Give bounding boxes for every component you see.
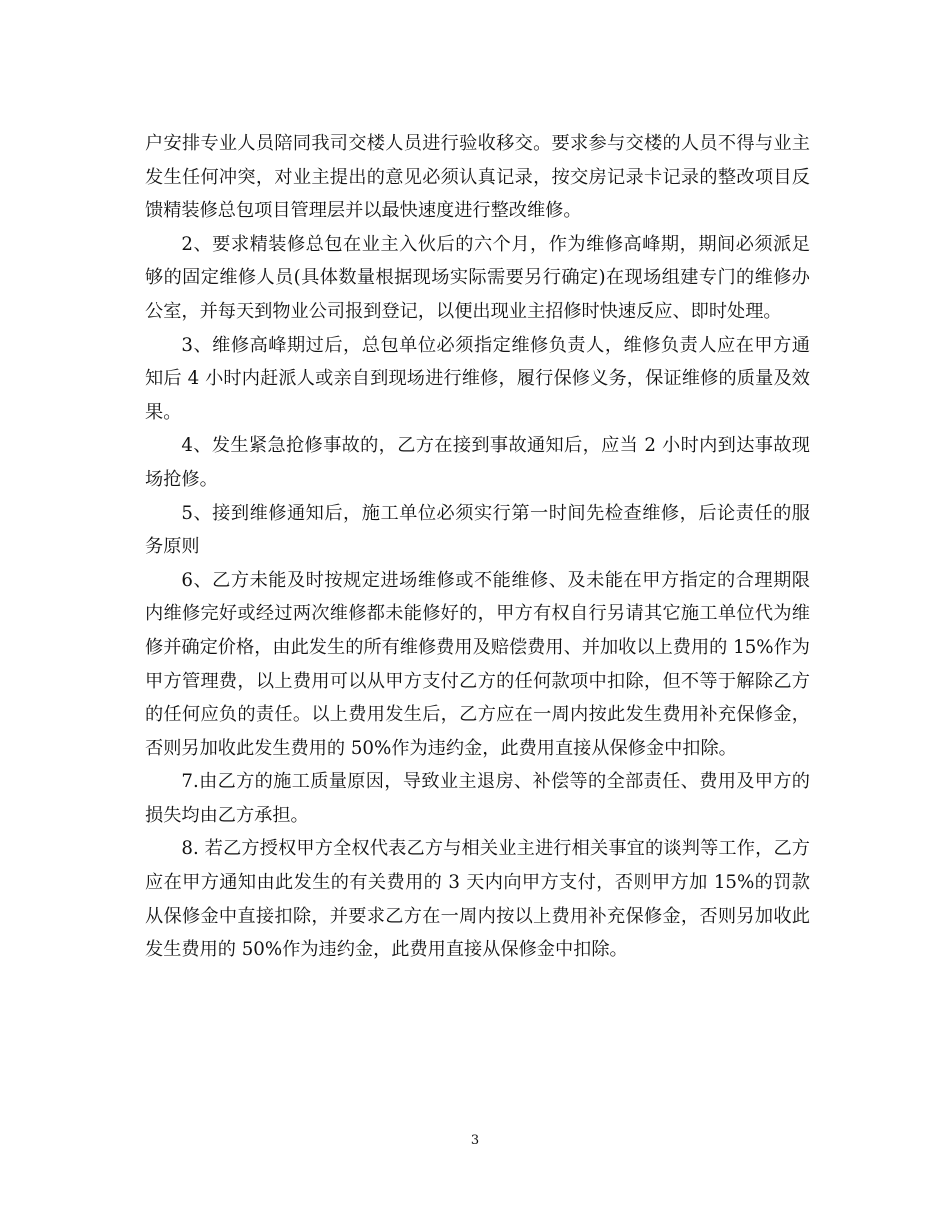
paragraph-continuation: 户安排专业人员陪同我司交楼人员进行验收移交。要求参与交楼的人员不得与业主发生任何冲突，对业主提出的意见必须认真记录，按交房记录卡记录的整改项目反馈精装修总包项目管理层并以最快速度进行整改维修。: [145, 133, 810, 222]
document-body: [145, 127, 810, 967]
paragraph-item-6: 6、乙方未能及时按规定进场维修或不能维修、及未能在甲方指定的合理期限内维修完好或经过两次维修都未能修好的，甲方有权自行另请其它施工单位代为维修并确定价格，由此发生的所有维修费用及赔偿费用、并加收以上费用的 15%作为甲方管理费，以上费用可以从甲方支付乙方的任何款项中扣除，但不等于解除乙方的任何应负的责任。以上费用发生后，乙方应在一周内按此发生费用补充保修金，否则另加收此发生费用的 50%作为违约金，此费用直接从保修金中扣除。: [145, 569, 810, 759]
paragraph-item-2: 2、要求精装修总包在业主入伙后的六个月，作为维修高峰期，期间必须派足够的固定维修人员(具体数量根据现场实际需要另行确定)在现场组建专门的维修办公室，并每天到物业公司报到登记，以便出现业主招修时快速反应、即时处理。: [145, 233, 810, 322]
paragraph-item-8: 8. 若乙方授权甲方全权代表乙方与相关业主进行相关事宜的谈判等工作，乙方应在甲方通知由此发生的有关费用的 3 天内向甲方支付，否则甲方加 15%的罚款从保修金中直接扣除，并要求乙方在一周内按以上费用补充保修金，否则另加收此发生费用的 50%作为违约金，此费用直接从保修金中扣除。: [145, 838, 810, 961]
paragraph-item-5: 5、接到维修通知后，施工单位必须实行第一时间先检查维修，后论责任的服务原则: [145, 502, 810, 558]
paragraph-item-4: 4、发生紧急抢修事故的，乙方在接到事故通知后，应当 2 小时内到达事故现场抢修。: [145, 435, 810, 490]
paragraph-item-7: 7.由乙方的施工质量原因，导致业主退房、补偿等的全部责任、费用及甲方的损失均由乙方承担。: [145, 771, 810, 826]
paragraph-item-3: 3、维修高峰期过后，总包单位必须指定维修负责人，维修负责人应在甲方通知后 4 小时内赶派人或亲自到现场进行维修，履行保修义务，保证维修的质量及效果。: [145, 334, 810, 423]
page-number: 3: [470, 1133, 480, 1148]
